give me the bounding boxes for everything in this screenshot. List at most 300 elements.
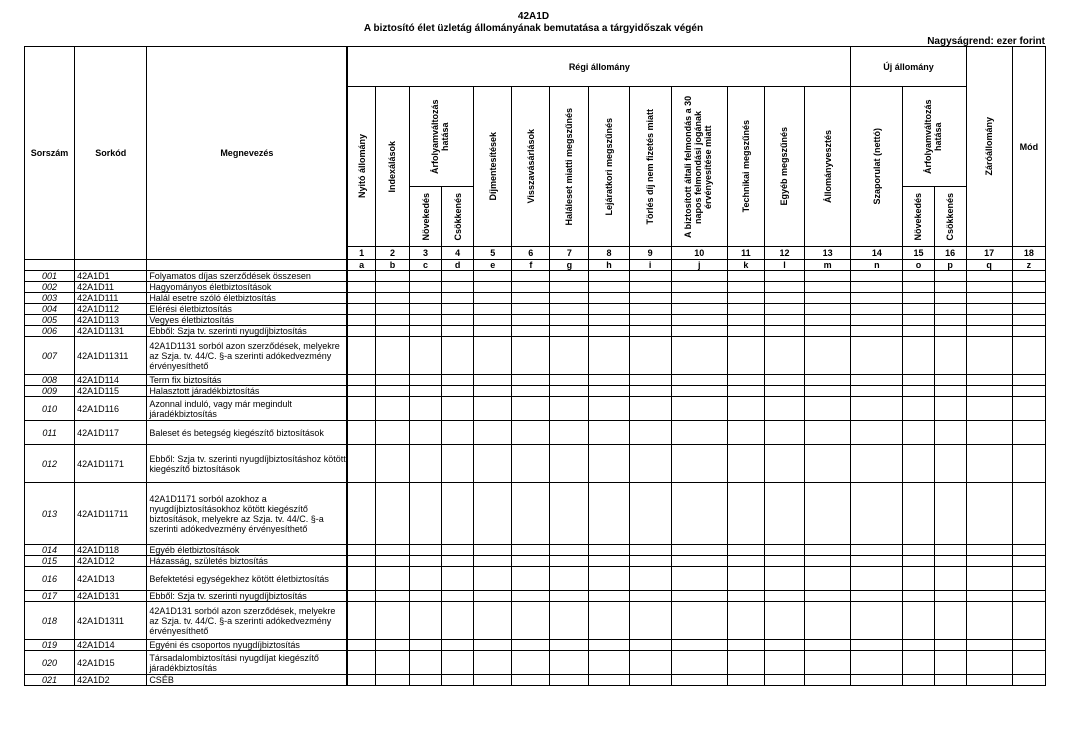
value-cell[interactable] [903, 445, 934, 483]
value-cell[interactable] [512, 445, 550, 483]
value-cell[interactable] [764, 282, 804, 293]
value-cell[interactable] [671, 445, 727, 483]
value-cell[interactable] [347, 293, 375, 304]
value-cell[interactable] [851, 293, 903, 304]
value-cell[interactable] [903, 675, 934, 686]
value-cell[interactable] [550, 397, 589, 421]
value-cell[interactable] [764, 675, 804, 686]
value-cell[interactable] [589, 675, 629, 686]
value-cell[interactable] [671, 545, 727, 556]
value-cell[interactable] [375, 271, 409, 282]
value-cell[interactable] [550, 556, 589, 567]
value-cell[interactable] [589, 567, 629, 591]
value-cell[interactable] [671, 483, 727, 545]
value-cell[interactable] [1012, 337, 1045, 375]
value-cell[interactable] [629, 375, 671, 386]
value-cell[interactable] [934, 315, 966, 326]
value-cell[interactable] [934, 591, 966, 602]
value-cell[interactable] [903, 282, 934, 293]
value-cell[interactable] [727, 386, 764, 397]
value-cell[interactable] [410, 293, 442, 304]
value-cell[interactable] [629, 545, 671, 556]
value-cell[interactable] [474, 293, 512, 304]
value-cell[interactable] [851, 421, 903, 445]
value-cell[interactable] [474, 397, 512, 421]
value-cell[interactable] [347, 483, 375, 545]
value-cell[interactable] [851, 567, 903, 591]
value-cell[interactable] [903, 421, 934, 445]
value-cell[interactable] [589, 375, 629, 386]
value-cell[interactable] [347, 282, 375, 293]
value-cell[interactable] [512, 293, 550, 304]
value-cell[interactable] [629, 421, 671, 445]
value-cell[interactable] [442, 375, 474, 386]
value-cell[interactable] [550, 282, 589, 293]
value-cell[interactable] [966, 556, 1012, 567]
value-cell[interactable] [851, 326, 903, 337]
value-cell[interactable] [671, 337, 727, 375]
value-cell[interactable] [671, 397, 727, 421]
value-cell[interactable] [550, 337, 589, 375]
value-cell[interactable] [764, 567, 804, 591]
value-cell[interactable] [474, 326, 512, 337]
value-cell[interactable] [550, 386, 589, 397]
value-cell[interactable] [934, 445, 966, 483]
value-cell[interactable] [727, 483, 764, 545]
value-cell[interactable] [347, 445, 375, 483]
value-cell[interactable] [764, 556, 804, 567]
value-cell[interactable] [347, 375, 375, 386]
value-cell[interactable] [512, 591, 550, 602]
value-cell[interactable] [903, 483, 934, 545]
value-cell[interactable] [966, 397, 1012, 421]
value-cell[interactable] [550, 293, 589, 304]
value-cell[interactable] [512, 421, 550, 445]
value-cell[interactable] [474, 337, 512, 375]
value-cell[interactable] [347, 545, 375, 556]
value-cell[interactable] [1012, 556, 1045, 567]
value-cell[interactable] [966, 326, 1012, 337]
value-cell[interactable] [671, 315, 727, 326]
value-cell[interactable] [851, 483, 903, 545]
value-cell[interactable] [550, 421, 589, 445]
value-cell[interactable] [474, 651, 512, 675]
value-cell[interactable] [851, 640, 903, 651]
value-cell[interactable] [375, 304, 409, 315]
value-cell[interactable] [410, 556, 442, 567]
value-cell[interactable] [1012, 567, 1045, 591]
value-cell[interactable] [629, 651, 671, 675]
value-cell[interactable] [347, 651, 375, 675]
value-cell[interactable] [1012, 591, 1045, 602]
value-cell[interactable] [805, 326, 851, 337]
value-cell[interactable] [512, 271, 550, 282]
value-cell[interactable] [375, 675, 409, 686]
value-cell[interactable] [934, 271, 966, 282]
value-cell[interactable] [1012, 282, 1045, 293]
value-cell[interactable] [442, 397, 474, 421]
value-cell[interactable] [550, 651, 589, 675]
value-cell[interactable] [347, 675, 375, 686]
value-cell[interactable] [474, 445, 512, 483]
value-cell[interactable] [375, 591, 409, 602]
value-cell[interactable] [629, 304, 671, 315]
value-cell[interactable] [805, 591, 851, 602]
value-cell[interactable] [805, 602, 851, 640]
value-cell[interactable] [1012, 386, 1045, 397]
value-cell[interactable] [966, 304, 1012, 315]
value-cell[interactable] [764, 421, 804, 445]
value-cell[interactable] [629, 282, 671, 293]
value-cell[interactable] [966, 337, 1012, 375]
value-cell[interactable] [629, 602, 671, 640]
value-cell[interactable] [903, 640, 934, 651]
value-cell[interactable] [629, 445, 671, 483]
value-cell[interactable] [851, 386, 903, 397]
value-cell[interactable] [474, 640, 512, 651]
value-cell[interactable] [550, 271, 589, 282]
value-cell[interactable] [903, 545, 934, 556]
value-cell[interactable] [629, 483, 671, 545]
value-cell[interactable] [903, 567, 934, 591]
value-cell[interactable] [903, 602, 934, 640]
value-cell[interactable] [629, 315, 671, 326]
value-cell[interactable] [474, 386, 512, 397]
value-cell[interactable] [410, 567, 442, 591]
value-cell[interactable] [375, 556, 409, 567]
value-cell[interactable] [934, 421, 966, 445]
value-cell[interactable] [442, 337, 474, 375]
value-cell[interactable] [410, 421, 442, 445]
value-cell[interactable] [727, 397, 764, 421]
value-cell[interactable] [347, 556, 375, 567]
value-cell[interactable] [727, 315, 764, 326]
value-cell[interactable] [966, 315, 1012, 326]
value-cell[interactable] [903, 304, 934, 315]
value-cell[interactable] [805, 386, 851, 397]
value-cell[interactable] [727, 282, 764, 293]
value-cell[interactable] [851, 375, 903, 386]
value-cell[interactable] [442, 271, 474, 282]
value-cell[interactable] [805, 293, 851, 304]
value-cell[interactable] [512, 567, 550, 591]
value-cell[interactable] [903, 293, 934, 304]
value-cell[interactable] [550, 315, 589, 326]
value-cell[interactable] [671, 556, 727, 567]
value-cell[interactable] [512, 483, 550, 545]
value-cell[interactable] [851, 602, 903, 640]
value-cell[interactable] [1012, 651, 1045, 675]
value-cell[interactable] [764, 445, 804, 483]
value-cell[interactable] [966, 591, 1012, 602]
value-cell[interactable] [589, 315, 629, 326]
value-cell[interactable] [589, 602, 629, 640]
value-cell[interactable] [764, 602, 804, 640]
value-cell[interactable] [764, 271, 804, 282]
value-cell[interactable] [805, 567, 851, 591]
value-cell[interactable] [629, 591, 671, 602]
value-cell[interactable] [966, 386, 1012, 397]
value-cell[interactable] [375, 651, 409, 675]
value-cell[interactable] [966, 651, 1012, 675]
value-cell[interactable] [442, 445, 474, 483]
value-cell[interactable] [589, 591, 629, 602]
value-cell[interactable] [851, 591, 903, 602]
value-cell[interactable] [375, 483, 409, 545]
value-cell[interactable] [1012, 421, 1045, 445]
value-cell[interactable] [629, 640, 671, 651]
value-cell[interactable] [589, 326, 629, 337]
value-cell[interactable] [410, 326, 442, 337]
value-cell[interactable] [1012, 315, 1045, 326]
value-cell[interactable] [589, 397, 629, 421]
value-cell[interactable] [903, 326, 934, 337]
value-cell[interactable] [764, 397, 804, 421]
value-cell[interactable] [442, 304, 474, 315]
value-cell[interactable] [442, 483, 474, 545]
value-cell[interactable] [764, 591, 804, 602]
value-cell[interactable] [512, 640, 550, 651]
value-cell[interactable] [903, 556, 934, 567]
value-cell[interactable] [1012, 304, 1045, 315]
value-cell[interactable] [805, 421, 851, 445]
value-cell[interactable] [727, 445, 764, 483]
value-cell[interactable] [851, 675, 903, 686]
value-cell[interactable] [934, 675, 966, 686]
value-cell[interactable] [966, 483, 1012, 545]
value-cell[interactable] [375, 337, 409, 375]
value-cell[interactable] [671, 651, 727, 675]
value-cell[interactable] [550, 326, 589, 337]
value-cell[interactable] [903, 271, 934, 282]
value-cell[interactable] [934, 282, 966, 293]
value-cell[interactable] [589, 640, 629, 651]
value-cell[interactable] [805, 375, 851, 386]
value-cell[interactable] [629, 567, 671, 591]
value-cell[interactable] [629, 326, 671, 337]
value-cell[interactable] [410, 545, 442, 556]
value-cell[interactable] [1012, 640, 1045, 651]
value-cell[interactable] [474, 602, 512, 640]
value-cell[interactable] [375, 445, 409, 483]
value-cell[interactable] [851, 337, 903, 375]
value-cell[interactable] [442, 602, 474, 640]
value-cell[interactable] [629, 271, 671, 282]
value-cell[interactable] [375, 375, 409, 386]
value-cell[interactable] [375, 640, 409, 651]
value-cell[interactable] [474, 282, 512, 293]
value-cell[interactable] [805, 304, 851, 315]
value-cell[interactable] [903, 397, 934, 421]
value-cell[interactable] [347, 591, 375, 602]
value-cell[interactable] [474, 304, 512, 315]
value-cell[interactable] [727, 293, 764, 304]
value-cell[interactable] [442, 640, 474, 651]
value-cell[interactable] [410, 304, 442, 315]
value-cell[interactable] [727, 640, 764, 651]
value-cell[interactable] [629, 337, 671, 375]
value-cell[interactable] [934, 375, 966, 386]
value-cell[interactable] [410, 282, 442, 293]
value-cell[interactable] [375, 315, 409, 326]
value-cell[interactable] [512, 397, 550, 421]
value-cell[interactable] [966, 293, 1012, 304]
value-cell[interactable] [966, 545, 1012, 556]
value-cell[interactable] [966, 602, 1012, 640]
value-cell[interactable] [589, 556, 629, 567]
value-cell[interactable] [589, 271, 629, 282]
value-cell[interactable] [375, 282, 409, 293]
value-cell[interactable] [347, 640, 375, 651]
value-cell[interactable] [851, 271, 903, 282]
value-cell[interactable] [474, 421, 512, 445]
value-cell[interactable] [727, 675, 764, 686]
value-cell[interactable] [671, 567, 727, 591]
value-cell[interactable] [934, 386, 966, 397]
value-cell[interactable] [474, 375, 512, 386]
value-cell[interactable] [727, 271, 764, 282]
value-cell[interactable] [727, 326, 764, 337]
value-cell[interactable] [805, 445, 851, 483]
value-cell[interactable] [474, 567, 512, 591]
value-cell[interactable] [764, 640, 804, 651]
value-cell[interactable] [512, 304, 550, 315]
value-cell[interactable] [966, 675, 1012, 686]
value-cell[interactable] [851, 282, 903, 293]
value-cell[interactable] [550, 375, 589, 386]
value-cell[interactable] [512, 326, 550, 337]
value-cell[interactable] [347, 271, 375, 282]
value-cell[interactable] [764, 337, 804, 375]
value-cell[interactable] [629, 556, 671, 567]
value-cell[interactable] [727, 375, 764, 386]
value-cell[interactable] [550, 640, 589, 651]
value-cell[interactable] [727, 567, 764, 591]
value-cell[interactable] [442, 293, 474, 304]
value-cell[interactable] [512, 545, 550, 556]
value-cell[interactable] [934, 337, 966, 375]
value-cell[interactable] [442, 567, 474, 591]
value-cell[interactable] [375, 567, 409, 591]
value-cell[interactable] [805, 397, 851, 421]
value-cell[interactable] [805, 675, 851, 686]
value-cell[interactable] [966, 282, 1012, 293]
value-cell[interactable] [671, 675, 727, 686]
value-cell[interactable] [671, 421, 727, 445]
value-cell[interactable] [550, 675, 589, 686]
value-cell[interactable] [474, 556, 512, 567]
value-cell[interactable] [410, 445, 442, 483]
value-cell[interactable] [851, 556, 903, 567]
value-cell[interactable] [934, 640, 966, 651]
value-cell[interactable] [629, 293, 671, 304]
value-cell[interactable] [474, 483, 512, 545]
value-cell[interactable] [512, 315, 550, 326]
value-cell[interactable] [727, 602, 764, 640]
value-cell[interactable] [671, 326, 727, 337]
value-cell[interactable] [550, 445, 589, 483]
value-cell[interactable] [589, 445, 629, 483]
value-cell[interactable] [934, 602, 966, 640]
value-cell[interactable] [550, 602, 589, 640]
value-cell[interactable] [1012, 271, 1045, 282]
value-cell[interactable] [805, 640, 851, 651]
value-cell[interactable] [805, 282, 851, 293]
value-cell[interactable] [512, 282, 550, 293]
value-cell[interactable] [347, 337, 375, 375]
value-cell[interactable] [512, 375, 550, 386]
value-cell[interactable] [851, 651, 903, 675]
value-cell[interactable] [589, 421, 629, 445]
value-cell[interactable] [410, 386, 442, 397]
value-cell[interactable] [550, 304, 589, 315]
value-cell[interactable] [629, 397, 671, 421]
value-cell[interactable] [442, 651, 474, 675]
value-cell[interactable] [727, 591, 764, 602]
value-cell[interactable] [805, 337, 851, 375]
value-cell[interactable] [764, 304, 804, 315]
value-cell[interactable] [474, 591, 512, 602]
value-cell[interactable] [966, 421, 1012, 445]
value-cell[interactable] [442, 386, 474, 397]
value-cell[interactable] [727, 545, 764, 556]
value-cell[interactable] [934, 556, 966, 567]
value-cell[interactable] [589, 304, 629, 315]
value-cell[interactable] [851, 545, 903, 556]
value-cell[interactable] [589, 651, 629, 675]
value-cell[interactable] [347, 315, 375, 326]
value-cell[interactable] [589, 483, 629, 545]
value-cell[interactable] [671, 386, 727, 397]
value-cell[interactable] [512, 602, 550, 640]
value-cell[interactable] [966, 640, 1012, 651]
value-cell[interactable] [671, 602, 727, 640]
value-cell[interactable] [903, 337, 934, 375]
value-cell[interactable] [727, 651, 764, 675]
value-cell[interactable] [474, 675, 512, 686]
value-cell[interactable] [764, 483, 804, 545]
value-cell[interactable] [934, 483, 966, 545]
value-cell[interactable] [934, 326, 966, 337]
value-cell[interactable] [589, 282, 629, 293]
value-cell[interactable] [550, 483, 589, 545]
value-cell[interactable] [903, 651, 934, 675]
value-cell[interactable] [764, 293, 804, 304]
value-cell[interactable] [550, 545, 589, 556]
value-cell[interactable] [671, 293, 727, 304]
value-cell[interactable] [347, 567, 375, 591]
value-cell[interactable] [550, 567, 589, 591]
value-cell[interactable] [1012, 483, 1045, 545]
value-cell[interactable] [474, 271, 512, 282]
value-cell[interactable] [966, 375, 1012, 386]
value-cell[interactable] [375, 386, 409, 397]
value-cell[interactable] [375, 602, 409, 640]
value-cell[interactable] [851, 397, 903, 421]
value-cell[interactable] [347, 386, 375, 397]
value-cell[interactable] [671, 375, 727, 386]
value-cell[interactable] [410, 271, 442, 282]
value-cell[interactable] [410, 675, 442, 686]
value-cell[interactable] [410, 397, 442, 421]
value-cell[interactable] [805, 483, 851, 545]
value-cell[interactable] [512, 386, 550, 397]
value-cell[interactable] [1012, 375, 1045, 386]
value-cell[interactable] [805, 271, 851, 282]
value-cell[interactable] [934, 293, 966, 304]
value-cell[interactable] [805, 545, 851, 556]
value-cell[interactable] [442, 556, 474, 567]
